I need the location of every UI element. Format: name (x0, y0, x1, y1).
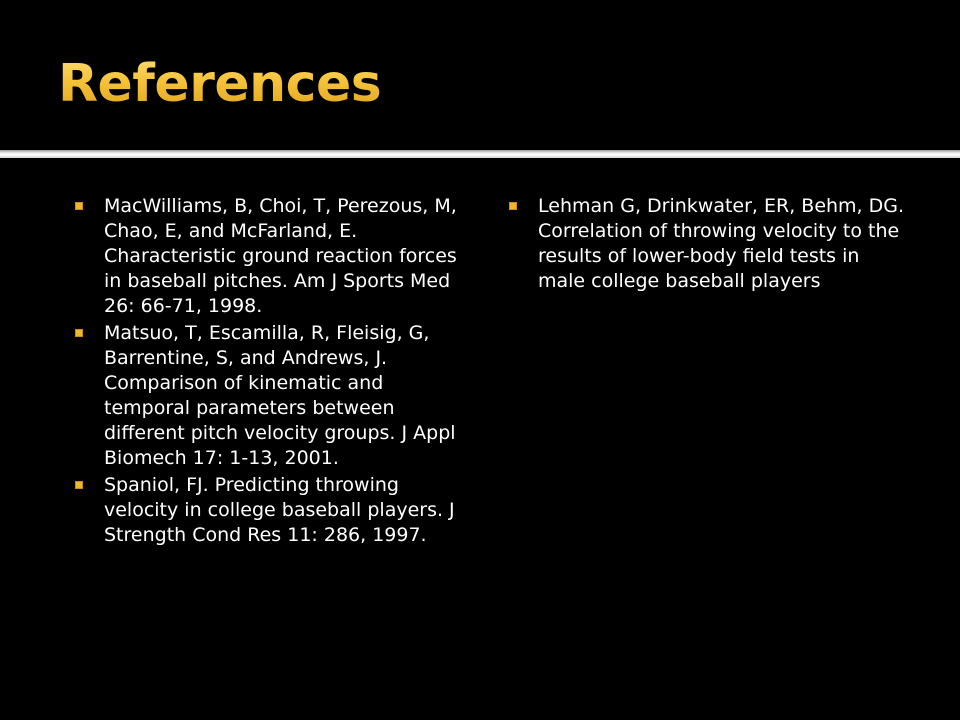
reference-text: Lehman G, Drinkwater, ER, Behm, DG. Correlation of throwing velocity to the results of lower-body field tests in male college baseball players (538, 195, 905, 292)
reference-item (72, 321, 464, 471)
square-bullet-icon (509, 202, 517, 210)
reference-text: MacWilliams, B, Choi, T, Perezous, M, Chao, E, and McFarland, E. Characteristic ground reaction forces in baseball pitches. Am J Sports Med 26: 66-71, 1998. (104, 195, 457, 317)
reference-item (72, 473, 464, 548)
square-bullet-icon (75, 329, 83, 337)
reference-item (72, 194, 464, 319)
square-bullet-icon (75, 481, 83, 489)
reference-item (506, 194, 906, 294)
references-right-column (506, 194, 906, 296)
slide-title: References (58, 46, 381, 122)
slide-content (0, 158, 960, 720)
title-divider (0, 150, 960, 158)
reference-text: Matsuo, T, Escamilla, R, Fleisig, G, Barrentine, S, and Andrews, J. Comparison of kinematic and temporal parameters between different pitch velocity groups. J Appl Biomech 17: 1-13, 2001. (104, 322, 456, 469)
title-bar (0, 0, 960, 150)
square-bullet-icon (75, 202, 83, 210)
reference-text: Spaniol, FJ. Predicting throwing velocity in college baseball players. J Strength Cond Res 11: 286, 1997. (104, 474, 455, 546)
references-left-column (72, 194, 464, 550)
